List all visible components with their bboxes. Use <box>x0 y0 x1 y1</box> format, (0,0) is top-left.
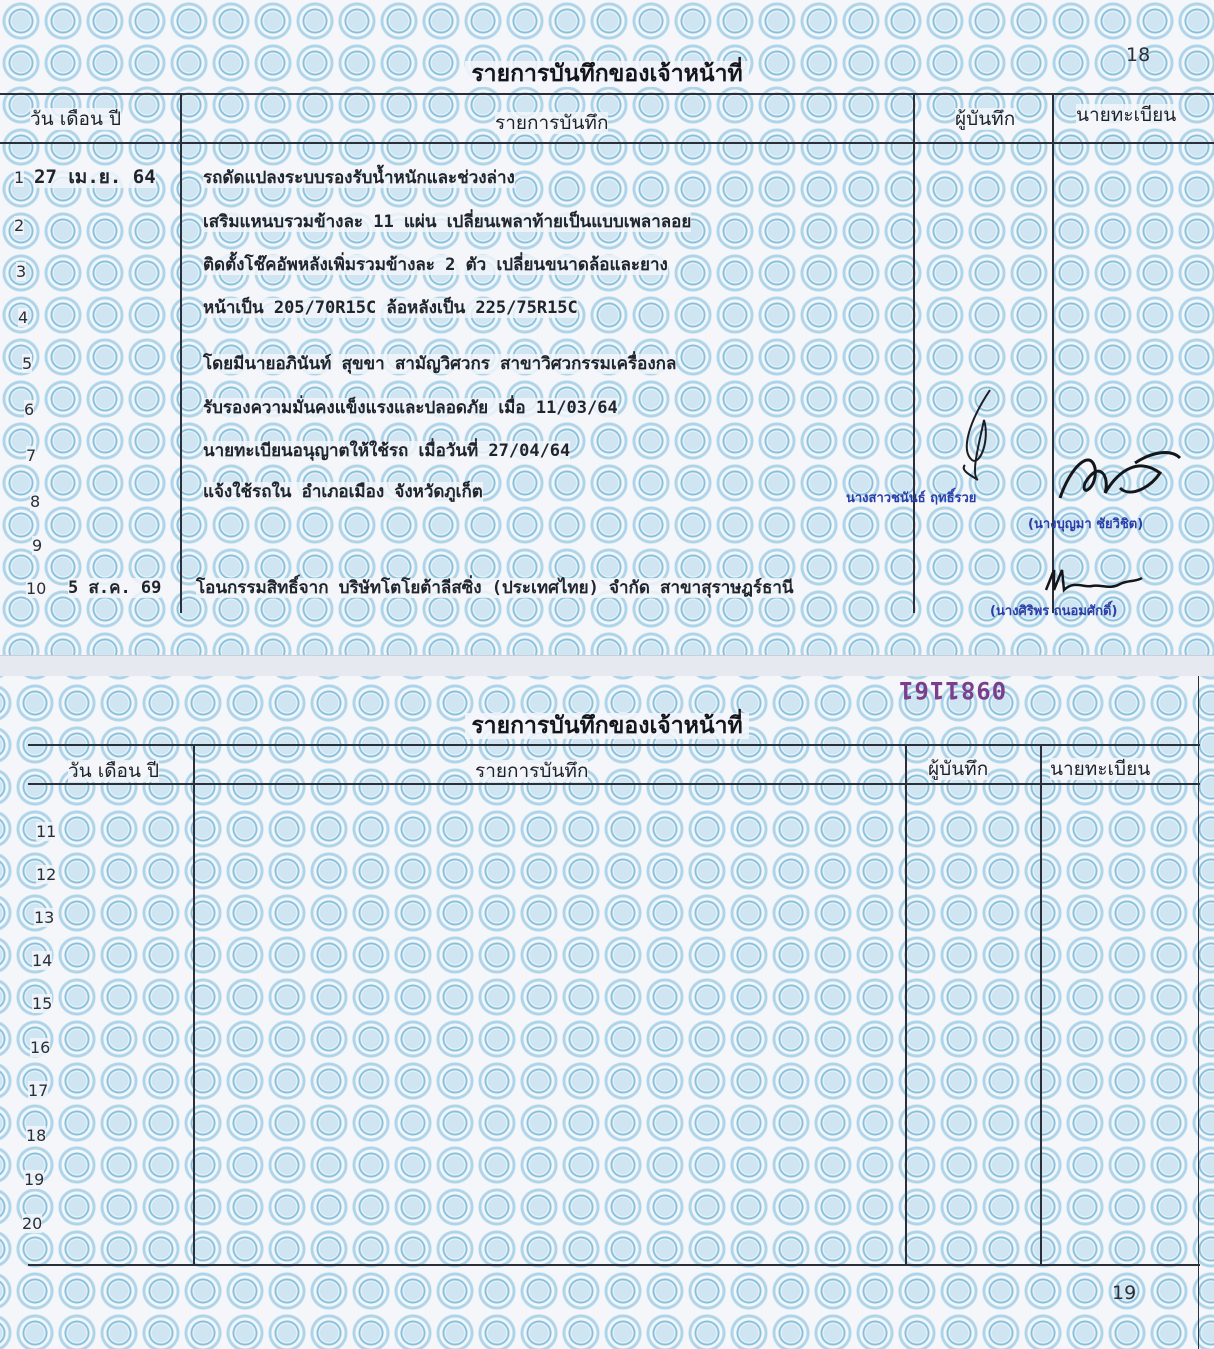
page-number: 19 <box>1112 1282 1137 1304</box>
row-number: 1 <box>14 168 25 187</box>
column-header-registrar: นายทะเบียน <box>1076 104 1177 126</box>
row-number: 20 <box>22 1214 43 1233</box>
document-number: 0981161 <box>898 676 1007 704</box>
row-number: 4 <box>18 308 29 327</box>
entry-line: นายทะเบียนอนุญาตให้ใช้รถ เมื่อวันที่ 27/04/64 <box>203 441 571 461</box>
entry-line: รถดัดแปลงระบบรองรับน้ำหนักและช่วงล่าง <box>203 168 515 188</box>
registrar-signature <box>1040 438 1190 518</box>
column-header-recorder: ผู้บันทึก <box>928 758 989 780</box>
entry-line: หน้าเป็น 205/70R15C ล้อหลังเป็น 225/75R15C <box>203 298 578 318</box>
record-page-top <box>0 0 1214 655</box>
column-header-record: รายการบันทึก <box>495 112 609 134</box>
row-number: 16 <box>30 1038 51 1057</box>
entry-date: 27 เม.ย. 64 <box>34 166 156 188</box>
row-number: 13 <box>34 908 55 927</box>
column-header-recorder: ผู้บันทึก <box>955 108 1016 130</box>
row-number: 15 <box>32 994 53 1013</box>
registrar-stamp: (นางศิริพร ถนอมศักดิ์) <box>990 604 1118 619</box>
registrar-stamp: (นางบุญมา ชัยวิชิต) <box>1028 517 1144 532</box>
column-header-date: วัน เดือน ปี <box>30 108 122 130</box>
row-number: 2 <box>14 216 25 235</box>
entry-date: 5 ส.ค. 69 <box>68 578 162 598</box>
entry-line: รับรองความมั่นคงแข็งแรงและปลอดภัย เมื่อ 11/03/64 <box>203 398 618 418</box>
record-page-bottom <box>0 676 1214 1349</box>
page-number: 18 <box>1126 44 1151 66</box>
row-number: 14 <box>32 951 53 970</box>
row-number: 11 <box>36 822 57 841</box>
column-header-record: รายการบันทึก <box>475 760 589 782</box>
row-number: 12 <box>36 865 57 884</box>
page-title: รายการบันทึกของเจ้าหน้าที่ <box>0 708 1214 744</box>
column-header-date: วัน เดือน ปี <box>68 760 160 782</box>
entry-line: โอนกรรมสิทธิ์จาก บริษัทโตโยต้าลีสซิ่ง (ประเทศไทย) จำกัด สาขาสุราษฎร์ธานี <box>196 578 794 598</box>
entry-line: เสริมแหนบรวมข้างละ 11 แผ่น เปลี่ยนเพลาท้ายเป็นแบบเพลาลอย <box>203 212 692 232</box>
registrar-signature <box>1040 560 1150 600</box>
row-number: 6 <box>24 400 35 419</box>
recorder-signature <box>950 380 1010 490</box>
row-number: 10 <box>26 579 47 598</box>
entry-line: แจ้งใช้รถใน อำเภอเมือง จังหวัดภูเก็ต <box>203 482 483 502</box>
entry-line: โดยมีนายอภินันท์ สุขขา สามัญวิศวกร สาขาวิศวกรรมเครื่องกล <box>203 354 677 374</box>
row-number: 9 <box>32 536 43 555</box>
entry-line: ติดตั้งโช๊คอัพหลังเพิ่มรวมข้างละ 2 ตัว เปลี่ยนขนาดล้อและยาง <box>203 255 668 275</box>
book-fold <box>0 655 1214 678</box>
recorder-stamp: นางสาวชนันธ์ ฤทธิ์รวย <box>846 491 977 506</box>
row-number: 19 <box>24 1170 45 1189</box>
row-number: 3 <box>16 262 27 281</box>
row-number: 17 <box>28 1081 49 1100</box>
column-header-registrar: นายทะเบียน <box>1050 758 1151 780</box>
page-title: รายการบันทึกของเจ้าหน้าที่ <box>0 56 1214 92</box>
row-number: 8 <box>30 492 41 511</box>
row-number: 5 <box>22 354 33 373</box>
row-number: 7 <box>26 446 37 465</box>
row-number: 18 <box>26 1126 47 1145</box>
